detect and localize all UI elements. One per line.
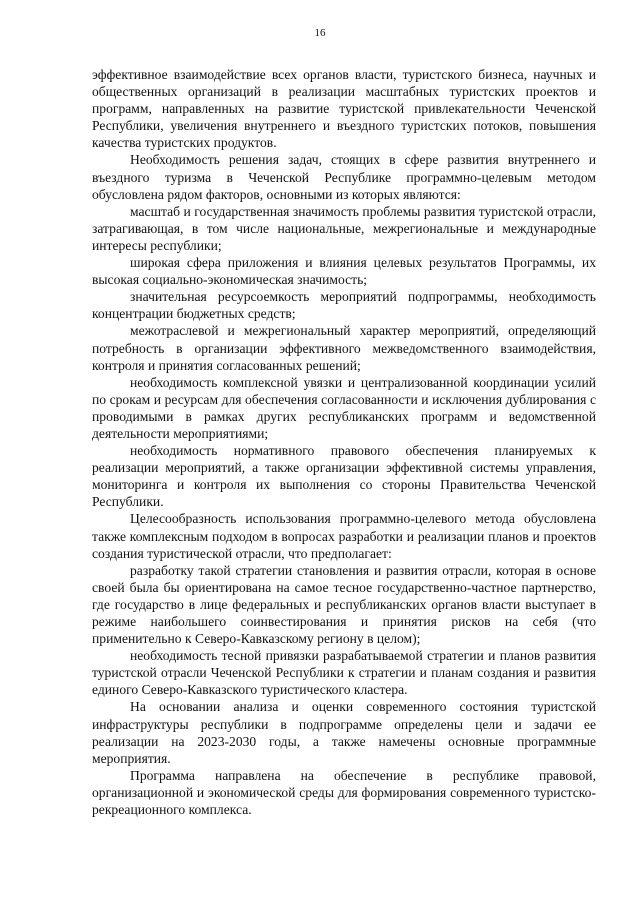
- page-number: 16: [314, 27, 326, 39]
- paragraph-9: Целесообразность использования программно-целевого метода обусловлена также комплексным подходом в вопросах разработки и реализации планов и проектов создания туристической отрасли, что предполагает:: [92, 511, 596, 561]
- document-body: [92, 66, 596, 818]
- paragraph-4: широкая сфера приложения и влияния целевых результатов Программы, их высокая социально-экономическая значимость;: [92, 255, 596, 288]
- paragraph-1: эффективное взаимодействие всех органов власти, туристского бизнеса, научных и общественных организаций в реализации масштабных туристских проектов и программ, направленных на развитие туристской привлекательности Чеченской Республики, увеличения внутреннего и въездного туристских потоков, повышения качества туристских продуктов.: [92, 67, 596, 151]
- paragraph-13: Программа направлена на обеспечение в республике правовой, организационной и экономической среды для формирования современного туристско-рекреационного комплекса.: [92, 767, 596, 818]
- paragraph-2: Необходимость решения задач, стоящих в сфере развития внутреннего и въездного туризма в Чеченской Республике программно-целевым методом обусловлена рядом факторов, основными из которых являются:: [92, 152, 596, 202]
- paragraph-8: необходимость нормативного правового обеспечения планируемых к реализации мероприятий, а также организации эффективной системы управления, мониторинга и контроля их выполнения со стороны Правительства Чеченской Республики.: [92, 443, 596, 510]
- paragraph-6: межотраслевой и межрегиональный характер мероприятий, определяющий потребность в организации эффективного межведомственного взаимодействия, контроля и принятия согласованных решений;: [92, 323, 596, 373]
- paragraph-11: необходимость тесной привязки разрабатываемой стратегии и планов развития туристской отрасли Чеченской Республики к стратегии и планам создания и развития единого Северо-Кавказского туристического кластера.: [92, 648, 596, 698]
- paragraph-12: На основании анализа и оценки современного состояния туристской инфраструктуры республики в подпрограмме определены цели и задачи ее реализации на 2023-2030 годы, а также намечены основные программные мероприятия.: [92, 699, 596, 766]
- paragraph-5: значительная ресурсоемкость мероприятий подпрограммы, необходимость концентрации бюджетных средств;: [92, 289, 596, 322]
- paragraph-3: масштаб и государственная значимость проблемы развития туристской отрасли, затрагивающая, в том числе национальные, межрегиональные и международные интересы республики;: [92, 203, 596, 253]
- paragraph-10: разработку такой стратегии становления и развития отрасли, которая в основе своей была бы ориентирована на самое тесное государственно-частное партнерство, где государство в лице федеральных и республиканских органов власти выступает в режиме наибольшего соинвестирования и принятия рисков на себя (что применительно к Северо-Кавказскому региону в целом);: [92, 562, 596, 647]
- paragraph-7: необходимость комплексной увязки и централизованной координации усилий по срокам и ресурсам для обеспечения согласованности и исключения дублирования с проводимыми в рамках других республиканских программ и ведомственной деятельности мероприятиями;: [92, 374, 596, 441]
